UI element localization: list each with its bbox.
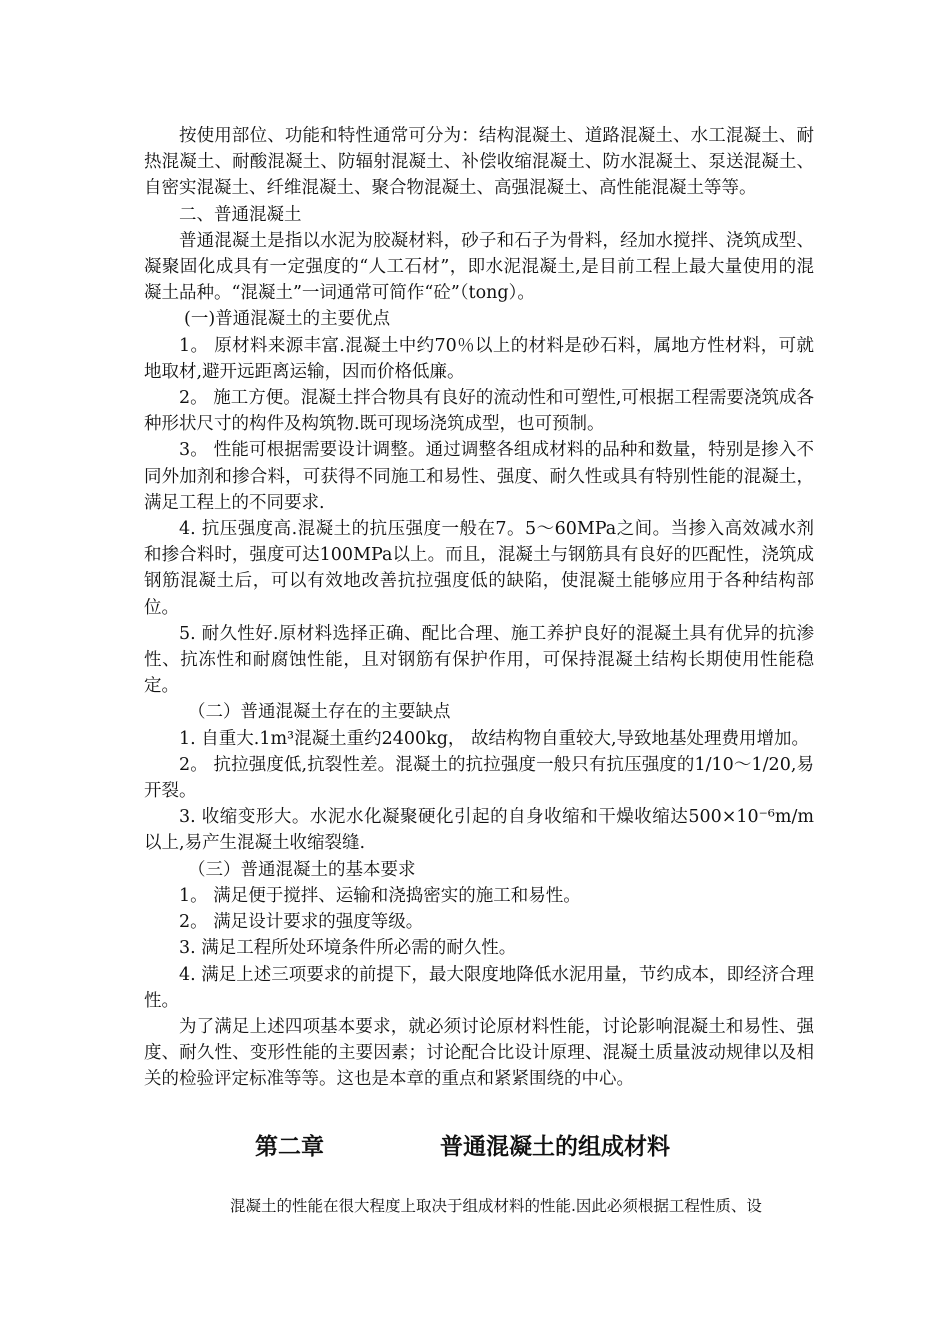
chapter-heading bbox=[0, 1128, 950, 1164]
disadvantage-item-1: 1. 自重大.1m³混凝土重约2400kg， 故结构物自重较大,导致地基处理费用增加。 bbox=[179, 728, 810, 749]
requirement-item-2: 2。 满足设计要求的强度等级。 bbox=[179, 912, 424, 933]
advantage-item-4: 4. 抗压强度高.混凝土的抗压强度一般在7。5～60MPa之间。当掺入高效减水剂和掺合料时，强度可达100MPa以上。而且，混凝土与钢筋具有良好的匹配性，浇筑成钢筋混凝土后，可以有效地改善抗拉强度低的缺陷，使混凝土能够应用于各种结构部位。 bbox=[144, 519, 814, 618]
subheading-advantages: (一)普通混凝土的主要优点 bbox=[184, 309, 391, 330]
requirement-item-3: 3. 满足工程所处环境条件所必需的耐久性。 bbox=[179, 938, 517, 959]
advantage-item-1: 1。 原材料来源丰富.混凝土中约70％以上的材料是砂石料，属地方性材料，可就地取材,避开远距离运输，因而价格低廉。 bbox=[144, 335, 814, 382]
advantage-item-2: 2。 施工方便。混凝土拌合物具有良好的流动性和可塑性,可根据工程需要浇筑成各种形状尺寸的构件及构筑物.既可现场浇筑成型，也可预制。 bbox=[144, 388, 814, 435]
paragraph-summary: 为了满足上述四项基本要求，就必须讨论原材料性能，讨论影响混凝土和易性、强度、耐久性、变形性能的主要因素；讨论配合比设计原理、混凝土质量波动规律以及相关的检验评定标准等等。这也是本章的重点和紧紧围绕的中心。 bbox=[144, 1016, 814, 1090]
chapter-number: 第二章 bbox=[255, 1134, 324, 1160]
paragraph-definition: 普通混凝土是指以水泥为胶凝材料，砂子和石子为骨料，经加水搅拌、浇筑成型、凝聚固化成具有一定强度的“人工石材”，即水泥混凝土,是目前工程上最大量使用的混凝土品种。“混凝土”一词通常可简作“砼”（tong）。 bbox=[144, 230, 814, 304]
advantage-item-3: 3。 性能可根据需要设计调整。通过调整各组成材料的品种和数量，特别是掺入不同外加剂和掺合料，可获得不同施工和易性、强度、耐久性或具有特别性能的混凝土，满足工程上的不同要求. bbox=[144, 440, 814, 513]
requirement-item-1: 1。 满足便于搅拌、运输和浇捣密实的施工和易性。 bbox=[179, 885, 581, 906]
body-text bbox=[144, 123, 814, 1093]
disadvantage-item-3: 3. 收缩变形大。水泥水化凝聚硬化引起的自身收缩和干燥收缩达500×10⁻⁶m/m以上,易产生混凝土收缩裂缝. bbox=[144, 807, 814, 854]
chapter-title: 普通混凝土的组成材料 bbox=[440, 1134, 670, 1160]
disadvantage-item-2: 2。 抗拉强度低,抗裂性差。混凝土的抗拉强度一般只有抗压强度的1/10～1/20,易开裂。 bbox=[144, 754, 814, 802]
requirement-item-4: 4. 满足上述三项要求的前提下，最大限度地降低水泥用量，节约成本，即经济合理性。 bbox=[144, 964, 814, 1011]
subheading-disadvantages: （二）普通混凝土存在的主要缺点 bbox=[188, 702, 451, 723]
paragraph-classification: 按使用部位、功能和特性通常可分为：结构混凝土、道路混凝土、水工混凝土、耐热混凝土、耐酸混凝土、防辐射混凝土、补偿收缩混凝土、防水混凝土、泵送混凝土、自密实混凝土、纤维混凝土、聚合物混凝土、高强混凝土、高性能混凝土等等。 bbox=[144, 126, 814, 199]
advantage-item-5: 5. 耐久性好.原材料选择正确、配比合理、施工养护良好的混凝土具有优异的抗渗性、抗冻性和耐腐蚀性能，且对钢筋有保护作用，可保持混凝土结构长期使用性能稳定。 bbox=[144, 623, 814, 697]
chapter-intro-text: 混凝土的性能在很大程度上取决于组成材料的性能.因此必须根据工程性质、设 bbox=[230, 1197, 762, 1215]
subheading-requirements: （三）普通混凝土的基本要求 bbox=[188, 859, 416, 880]
section-heading-ordinary-concrete: 二、普通混凝土 bbox=[179, 204, 302, 225]
